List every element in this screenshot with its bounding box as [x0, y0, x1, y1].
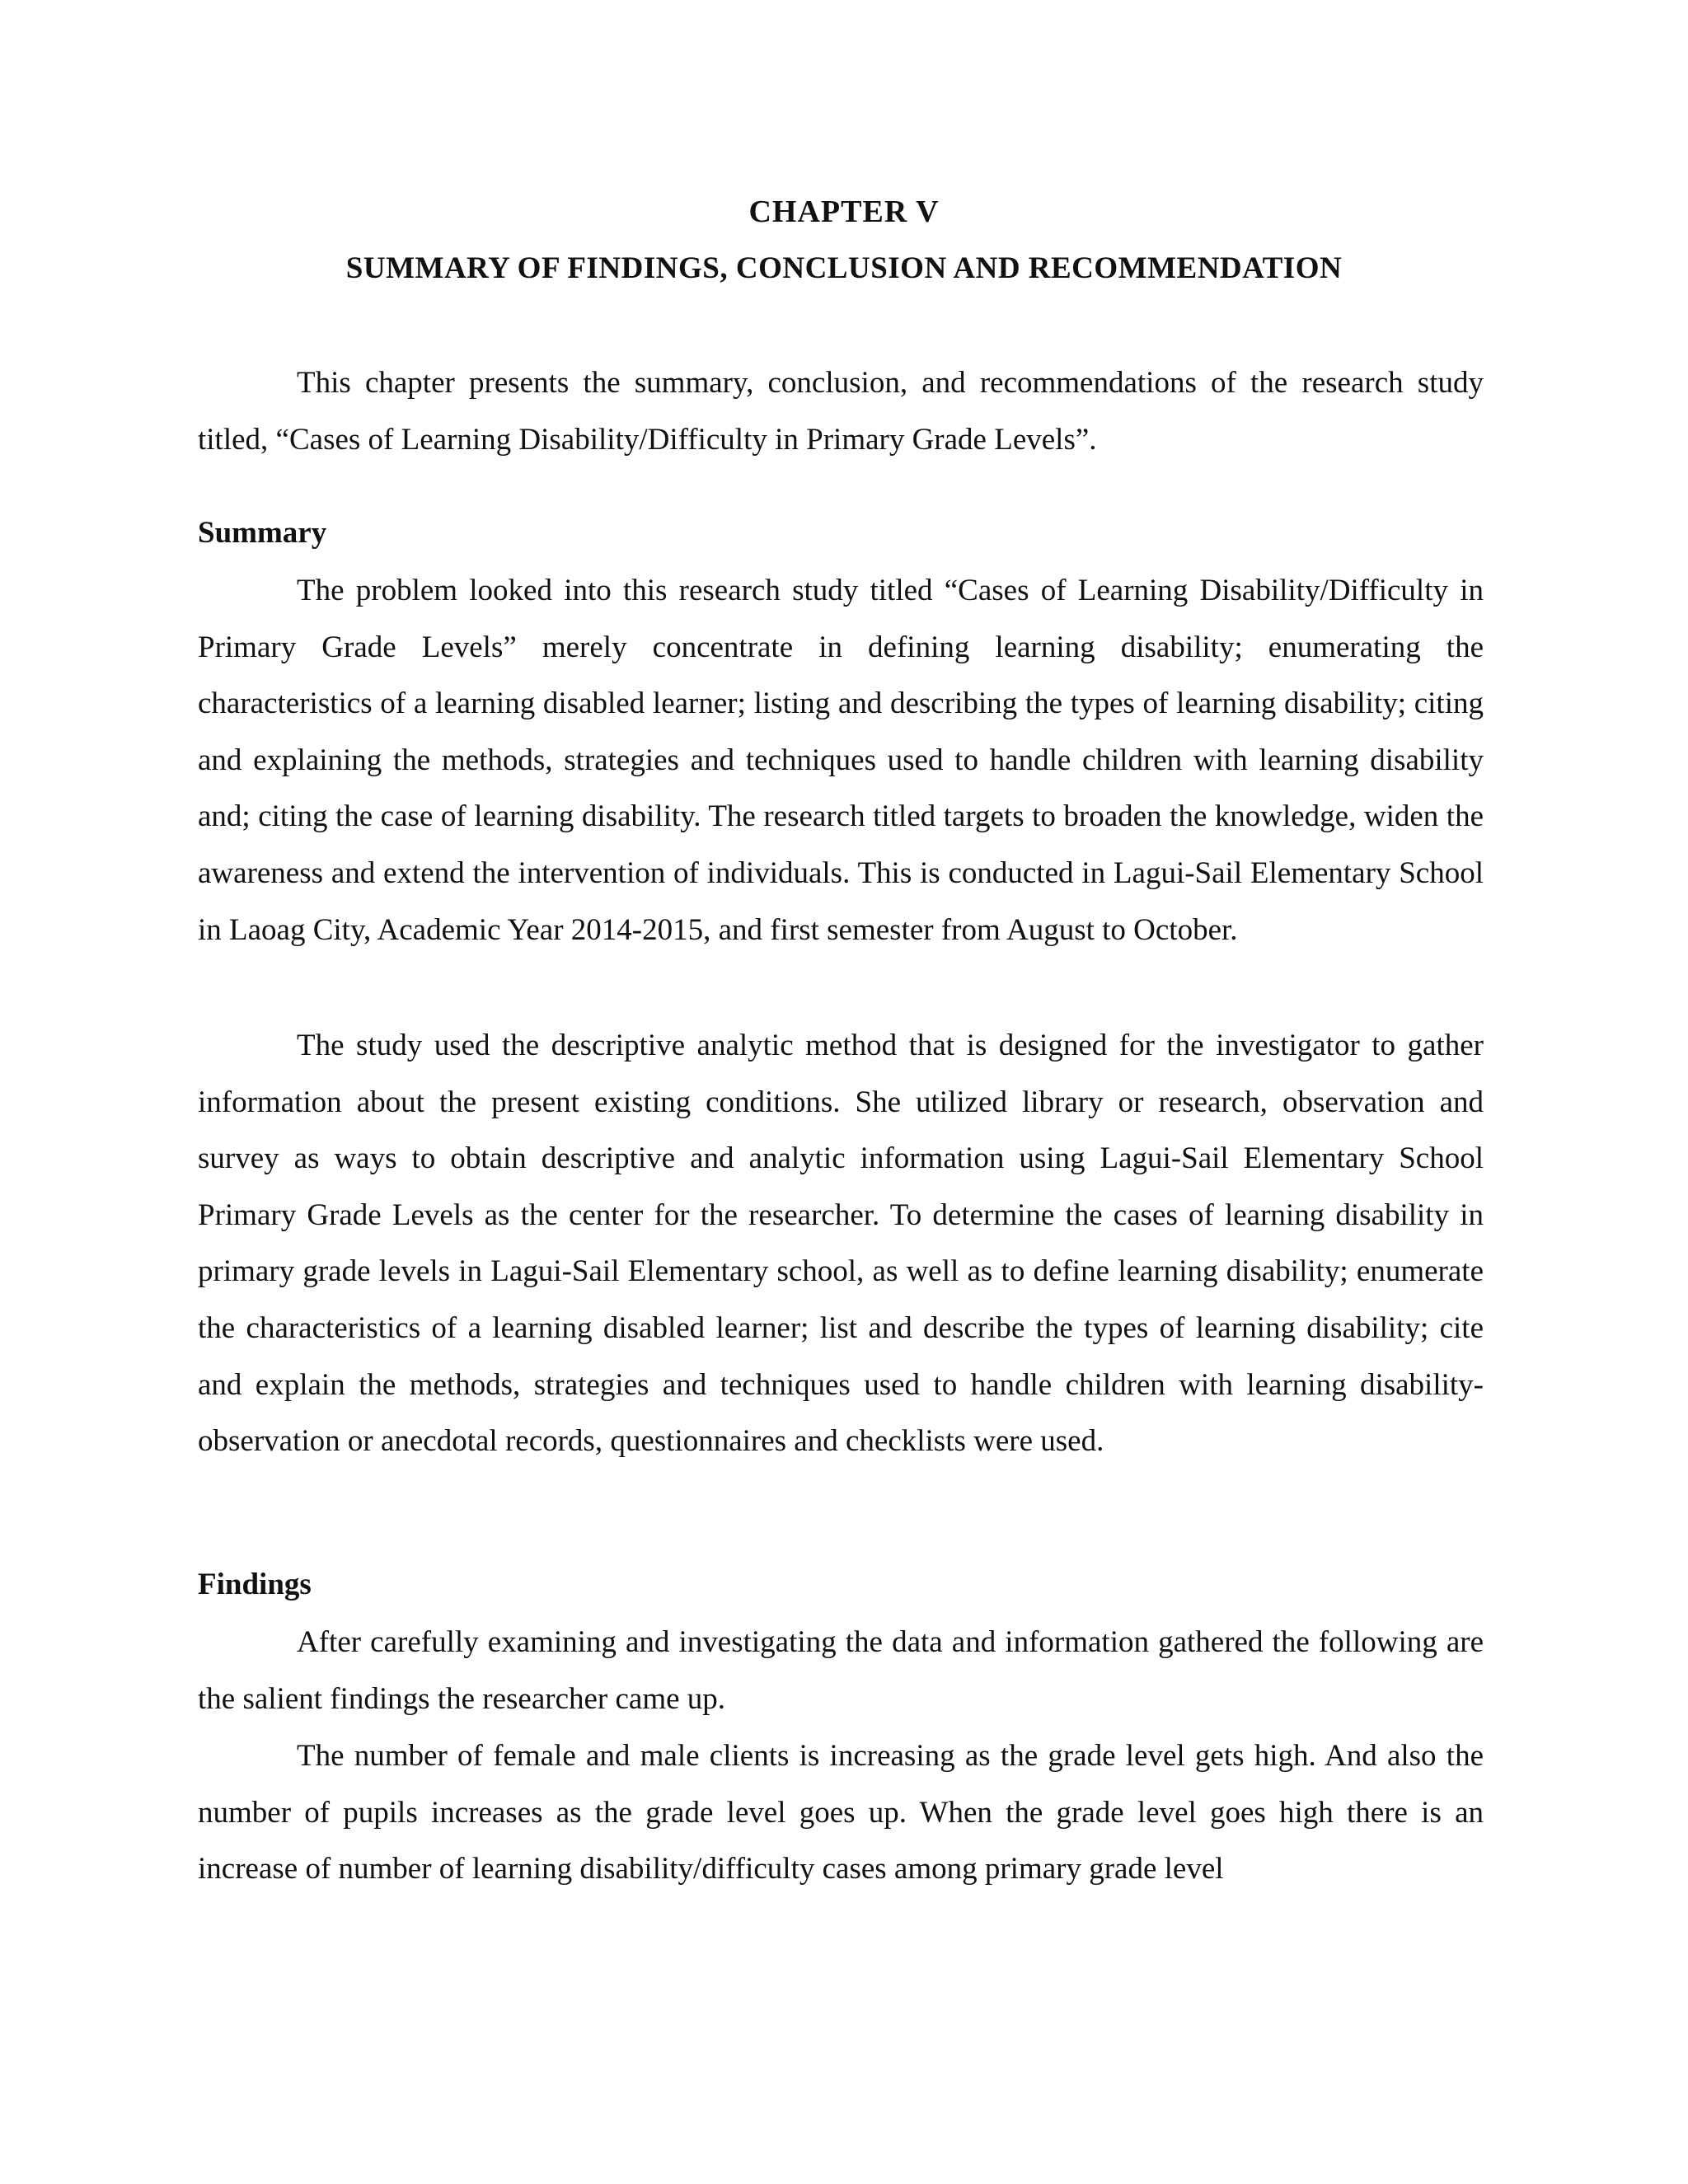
summary-heading: Summary — [198, 516, 327, 550]
chapter-label: CHAPTER V — [748, 194, 940, 229]
summary-paragraph: The study used the descriptive analytic method that is designed for the investigator to gather information about the present existing conditions. She utilized library or research, observation and survey as ways to obtain descriptive and analytic information using Lagui-Sail Elementary School Primary Grade Levels as the center for the researcher. To determine the cases of learning disability in primary grade levels in Lagui-Sail Elementary school, as well as to define learning disability; enumerate the characteristics of a learning disabled learner; list and describe the types of learning disability; cite and explain the methods, strategies and techniques used to handle children with learning disability- observation or anecdotal records, questionnaires and checklists were used. — [198, 1029, 1484, 1459]
intro-paragraph: This chapter presents the summary, conclusion, and recommendations of the research study titled, “Cases of Learning Disability/Difficulty in Primary Grade Levels”. — [198, 366, 1484, 457]
findings-paragraph: After carefully examining and investigating the data and information gathered the following are the salient findings the researcher came up. — [198, 1625, 1484, 1716]
findings-heading: Findings — [198, 1568, 312, 1601]
chapter-title: SUMMARY OF FINDINGS, CONCLUSION AND RECOMMENDATION — [345, 251, 1343, 285]
summary-paragraph: The problem looked into this research study titled “Cases of Learning Disability/Difficulty in Primary Grade Levels” merely concentrate in defining learning disability; enumerating the characteristics of a learning disabled learner; listing and describing the types of learning disability; citing and explaining the methods, strategies and techniques used to handle children with learning disability and; citing the case of learning disability. The research titled targets to broaden the knowledge, widen the awareness and extend the intervention of individuals. This is conducted in Lagui-Sail Elementary School in Laoag City, Academic Year 2014-2015, and first semester from August to October. — [198, 574, 1484, 947]
findings-paragraph: The number of female and male clients is increasing as the grade level gets high. And also the number of pupils increases as the grade level goes up. When the grade level goes high there is an increase of number of learning disability/difficulty cases among primary grade level — [198, 1739, 1484, 1886]
